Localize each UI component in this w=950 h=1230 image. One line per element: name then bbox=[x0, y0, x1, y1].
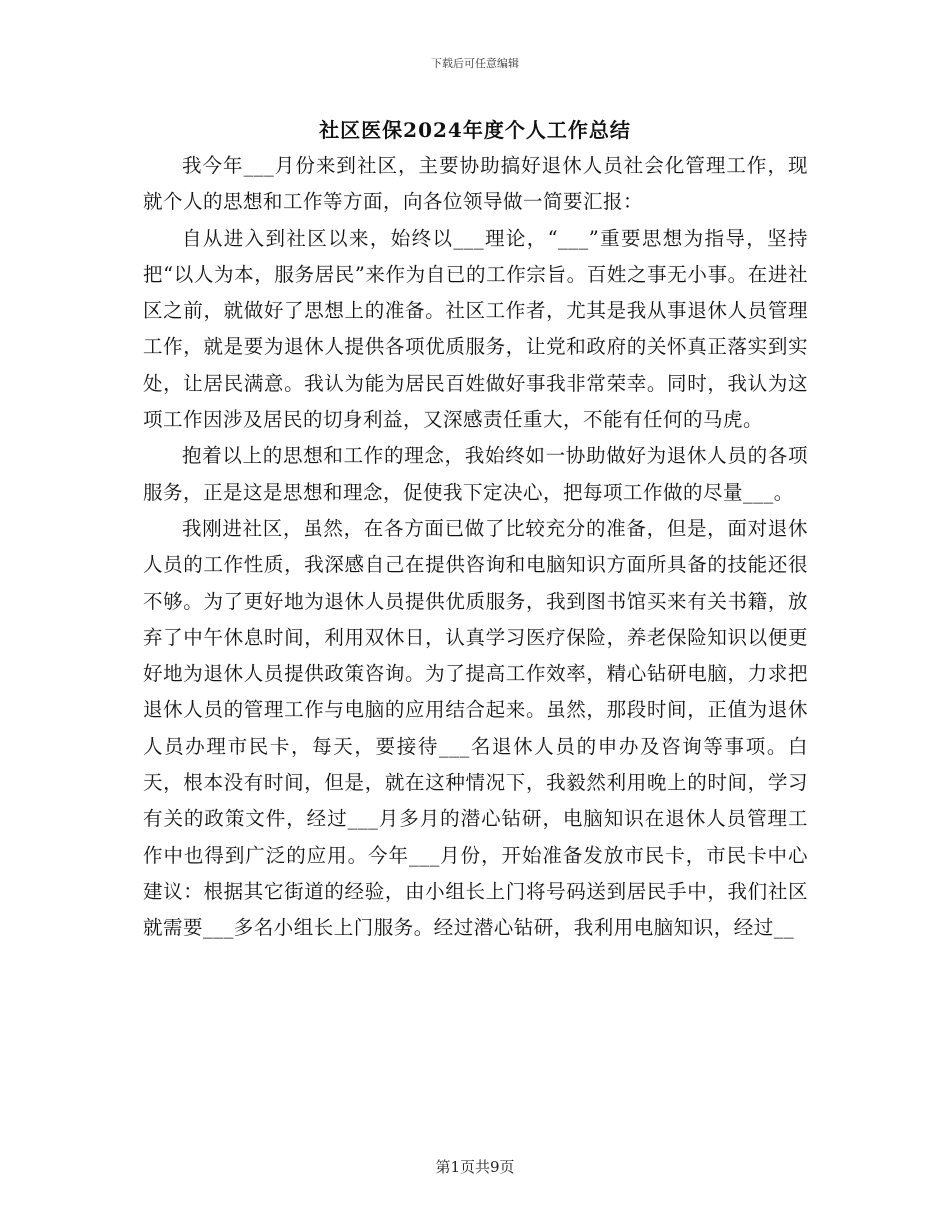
paragraph-2: 自从进入到社区以来，始终以___理论，“___”重要思想为指导，坚持把“以人为本，服务居民”来作为自已的工作宗旨。百姓之事无小事。在进社区之前，就做好了思想上的准备。社区工作者，尤其是我从事退休人员管理工作，就是要为退休人提供各项优质服务，让党和政府的关怀真正落实到实处，让居民满意。我认为能为居民百姓做好事我非常荣幸。同时，我认为这项工作因涉及居民的切身利益，又深感责任重大，不能有任何的马虎。 bbox=[143, 226, 808, 432]
header-note: 下载后可任意编辑 bbox=[431, 57, 519, 70]
document-body bbox=[143, 148, 808, 947]
page-number-footer: 第1页共9页 bbox=[435, 1158, 515, 1176]
document-title: 社区医保2024年度个人工作总结 bbox=[319, 118, 631, 142]
paragraph-3: 抱着以上的思想和工作的理念，我始终如一协助做好为退休人员的各项服务，正是这是思想和理念，促使我下定决心，把每项工作做的尽量___。 bbox=[143, 444, 808, 504]
paragraph-4: 我刚进社区，虽然，在各方面已做了比较充分的准备，但是，面对退休人员的工作性质，我深感自己在提供咨询和电脑知识方面所具备的技能还很不够。为了更好地为退休人员提供优质服务，我到图书馆买来有关书籍，放弃了中午休息时间，利用双休日，认真学习医疗保险，养老保险知识以便更好地为退休人员提供政策咨询。为了提高工作效率，精心钻研电脑，力求把退休人员的管理工作与电脑的应用结合起来。虽然，那段时间，正值为退休人员办理市民卡，每天，要接待___名退休人员的申办及咨询等事项。白天，根本没有时间，但是，就在这种情况下，我毅然利用晚上的时间，学习有关的政策文件，经过___月多月的潜心钻研，电脑知识在退休人员管理工作中也得到广泛的应用。今年___月份，开始准备发放市民卡，市民卡中心建议：根据其它街道的经验，由小组长上门将号码送到居民手中，我们社区就需要___多名小组长上门服务。经过潜心钻研，我利用电脑知识，经过__ bbox=[143, 516, 808, 940]
paragraph-1: 我今年___月份来到社区，主要协助搞好退休人员社会化管理工作，现就个人的思想和工作等方面，向各位领导做一简要汇报： bbox=[143, 154, 808, 214]
